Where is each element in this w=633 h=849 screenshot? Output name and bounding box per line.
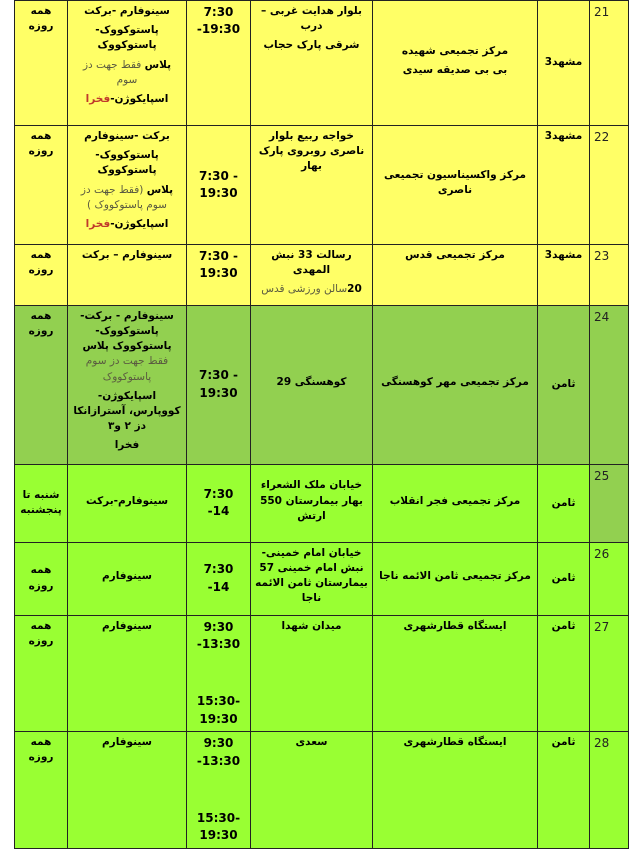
row-number-cell: 24 — [590, 305, 629, 464]
vaccine-segment: اسپایکوژن- — [110, 218, 169, 231]
days-cell: همه روزه — [15, 615, 68, 732]
hours-cell — [187, 615, 251, 732]
address-line: خواجه ربیع بلوار ناصری روبروی پارک بهار — [258, 130, 365, 173]
address-segment: سالن ورزشی قدس — [261, 283, 348, 296]
hours-line: 15:30- — [196, 811, 241, 825]
hours-cell — [187, 305, 251, 464]
vaccine-line — [72, 494, 182, 509]
table-row — [15, 305, 629, 464]
center-name-line: مرکز تجمیعی قدس — [405, 249, 505, 261]
city-cell: مشهد3 — [538, 245, 590, 306]
table-row — [15, 464, 629, 542]
row-number-cell: 21 — [590, 1, 629, 126]
center-name-line: ایستگاه قطارشهری — [403, 736, 507, 749]
vaccines-cell — [68, 126, 187, 245]
table-row — [15, 615, 629, 732]
vaccine-segment: سینوفارم - برکت-پاستوکووک-پاستوکووک پلاس — [80, 309, 174, 353]
center-name-cell — [373, 126, 538, 245]
table-row — [15, 1, 629, 126]
center-name-cell — [373, 464, 538, 542]
hours-cell — [187, 126, 251, 245]
vaccines-cell — [68, 245, 187, 306]
vaccination-centers-table — [14, 0, 629, 849]
vaccine-highlight: فخرا — [85, 218, 111, 231]
hours-line: 7:30 - — [198, 368, 238, 383]
city-cell: ثامن — [538, 464, 590, 542]
vaccine-highlight: فخرا — [85, 93, 111, 106]
vaccine-segment: فخرا — [114, 439, 140, 452]
center-name-line: مرکز تجمیعی شهیده — [401, 44, 509, 57]
city-cell: مشهد3 — [538, 126, 590, 245]
row-number-cell: 22 — [590, 126, 629, 245]
vaccines-cell — [68, 1, 187, 126]
address-segment: 20 — [347, 283, 362, 296]
hours-cell — [187, 732, 251, 849]
vaccine-segment: سینوفارم — [101, 736, 153, 749]
address-line: خیابان ملک الشعراء بهار بیمارستان 550 ارتش — [260, 479, 363, 522]
vaccine-line — [72, 148, 182, 178]
vaccine-line — [72, 309, 182, 385]
address-line: بلوار هدایت غربی – درب — [261, 5, 362, 33]
hours-line: 7:30 -14 — [203, 562, 234, 594]
vaccine-segment: برکت -سینوفارم — [84, 130, 170, 142]
vaccine-segment: فقط جهت دز سوم پاستوکووک — [85, 355, 169, 383]
center-name-line: بی بی صدیقه سیدی — [402, 64, 508, 76]
vaccine-line — [72, 248, 182, 263]
hours-line: 9:30 -13:30 — [196, 736, 241, 768]
vaccine-line — [72, 58, 182, 88]
address-line: خیابان امام خمینی- نبش امام خمینی 57 بیمارستان ثامن الائمه ناجا — [255, 546, 368, 605]
vaccines-cell — [68, 615, 187, 732]
days-cell: همه روزه — [15, 126, 68, 245]
vaccine-line — [72, 619, 182, 634]
vaccine-segment: سینوفارم — [101, 570, 153, 583]
hours-line: 19:30 — [199, 828, 238, 843]
address-cell — [251, 542, 373, 615]
city-cell: ثامن — [538, 732, 590, 849]
center-name-cell — [373, 615, 538, 732]
vaccine-segment: پلاس — [146, 183, 174, 196]
table-row — [15, 126, 629, 245]
vaccine-line — [72, 183, 182, 213]
center-name-cell — [373, 245, 538, 306]
days-cell: همه روزه — [15, 305, 68, 464]
address-cell — [251, 615, 373, 732]
center-name-cell — [373, 1, 538, 126]
vaccine-segment: پاستوکووک-پاستوکووک — [95, 24, 159, 52]
city-cell: مشهد3 — [538, 1, 590, 126]
days-cell: همه روزه — [15, 245, 68, 306]
vaccine-segment: اسپایکوژن- کووپارس، آسترازانکا دز ۲ و۳ — [73, 389, 181, 433]
center-name-line: ایستگاه قطارشهری — [403, 619, 507, 632]
center-name-line: مرکز تجمیعی فجر انقلاب — [389, 494, 521, 507]
hours-line: 7:30 -19:30 — [196, 5, 241, 37]
vaccine-segment: سینوفارم-برکت — [85, 494, 169, 507]
hours-line: 7:30 - — [198, 249, 238, 263]
vaccines-cell — [68, 732, 187, 849]
hours-line: 19:30 — [199, 186, 238, 200]
days-cell: همه روزه — [15, 542, 68, 615]
address-cell — [251, 126, 373, 245]
vaccines-cell — [68, 464, 187, 542]
hours-line: 7:30 - — [198, 168, 238, 183]
row-number-cell: 28 — [590, 732, 629, 849]
city-cell: ثامن — [538, 542, 590, 615]
hours-line: 15:30- — [196, 694, 241, 709]
vaccine-segment: (فقط جهت دز سوم پاستوکووک ) — [80, 183, 167, 211]
address-line — [255, 282, 368, 297]
vaccine-segment: پاستوکووک- پاستوکووک — [95, 149, 159, 177]
days-cell: همه روزه — [15, 1, 68, 126]
days-cell: شنبه تا پنجشنبه — [15, 464, 68, 542]
vaccine-segment: سینوفارم – برکت — [81, 249, 173, 261]
vaccine-line — [72, 569, 182, 584]
row-number-cell: 26 — [590, 542, 629, 615]
vaccine-line — [72, 129, 182, 144]
days-cell: همه روزه — [15, 732, 68, 849]
hours-cell — [187, 1, 251, 126]
vaccine-line — [72, 438, 182, 453]
hours-cell — [187, 542, 251, 615]
table-row — [15, 245, 629, 306]
hours-line: 19:30 — [199, 266, 238, 281]
address-line: کوهسنگی 29 — [276, 376, 347, 389]
vaccine-segment: فقط جهت دز سوم — [82, 58, 145, 86]
center-name-line: مرکز واکسیناسیون تجمیعی ناصری — [384, 168, 526, 196]
hours-line: 19:30 — [199, 711, 238, 726]
center-name-line: مرکز تجمیعی ثامن الائمه ناجا — [379, 570, 531, 583]
center-name-cell — [373, 732, 538, 849]
address-line: شرقی پارک حجاب — [263, 39, 360, 52]
table-row — [15, 542, 629, 615]
center-name-line: مرکز تجمیعی مهر کوهسنگی — [381, 376, 529, 389]
vaccine-segment: اسپایکوژن- — [110, 93, 169, 106]
hours-line: 19:30 — [199, 385, 238, 400]
hours-cell — [187, 245, 251, 306]
address-line: سعدی — [295, 736, 328, 749]
vaccine-segment: سینوفارم — [101, 619, 153, 632]
hours-line: 7:30 -14 — [203, 486, 234, 519]
hours-line: 9:30 -13:30 — [196, 619, 241, 652]
vaccine-line — [72, 735, 182, 750]
vaccine-line — [72, 389, 182, 435]
city-cell: ثامن — [538, 305, 590, 464]
address-line: میدان شهدا — [281, 619, 342, 632]
vaccines-cell — [68, 542, 187, 615]
vaccine-segment: پلاس — [144, 58, 172, 71]
hours-cell — [187, 464, 251, 542]
vaccine-line — [72, 4, 182, 19]
vaccine-line — [72, 217, 182, 232]
vaccine-line — [72, 92, 182, 107]
address-cell — [251, 305, 373, 464]
address-line: رسالت 33 نبش المهدی — [271, 249, 352, 277]
center-name-cell — [373, 542, 538, 615]
vaccine-segment: سینوفارم -برکت — [84, 5, 170, 17]
row-number-cell: 23 — [590, 245, 629, 306]
address-cell — [251, 1, 373, 126]
address-cell — [251, 732, 373, 849]
row-number-cell: 27 — [590, 615, 629, 732]
table-row — [15, 732, 629, 849]
city-cell: ثامن — [538, 615, 590, 732]
row-number-cell: 25 — [590, 464, 629, 542]
address-cell — [251, 245, 373, 306]
address-cell — [251, 464, 373, 542]
vaccines-cell — [68, 305, 187, 464]
center-name-cell — [373, 305, 538, 464]
vaccine-line — [72, 23, 182, 53]
